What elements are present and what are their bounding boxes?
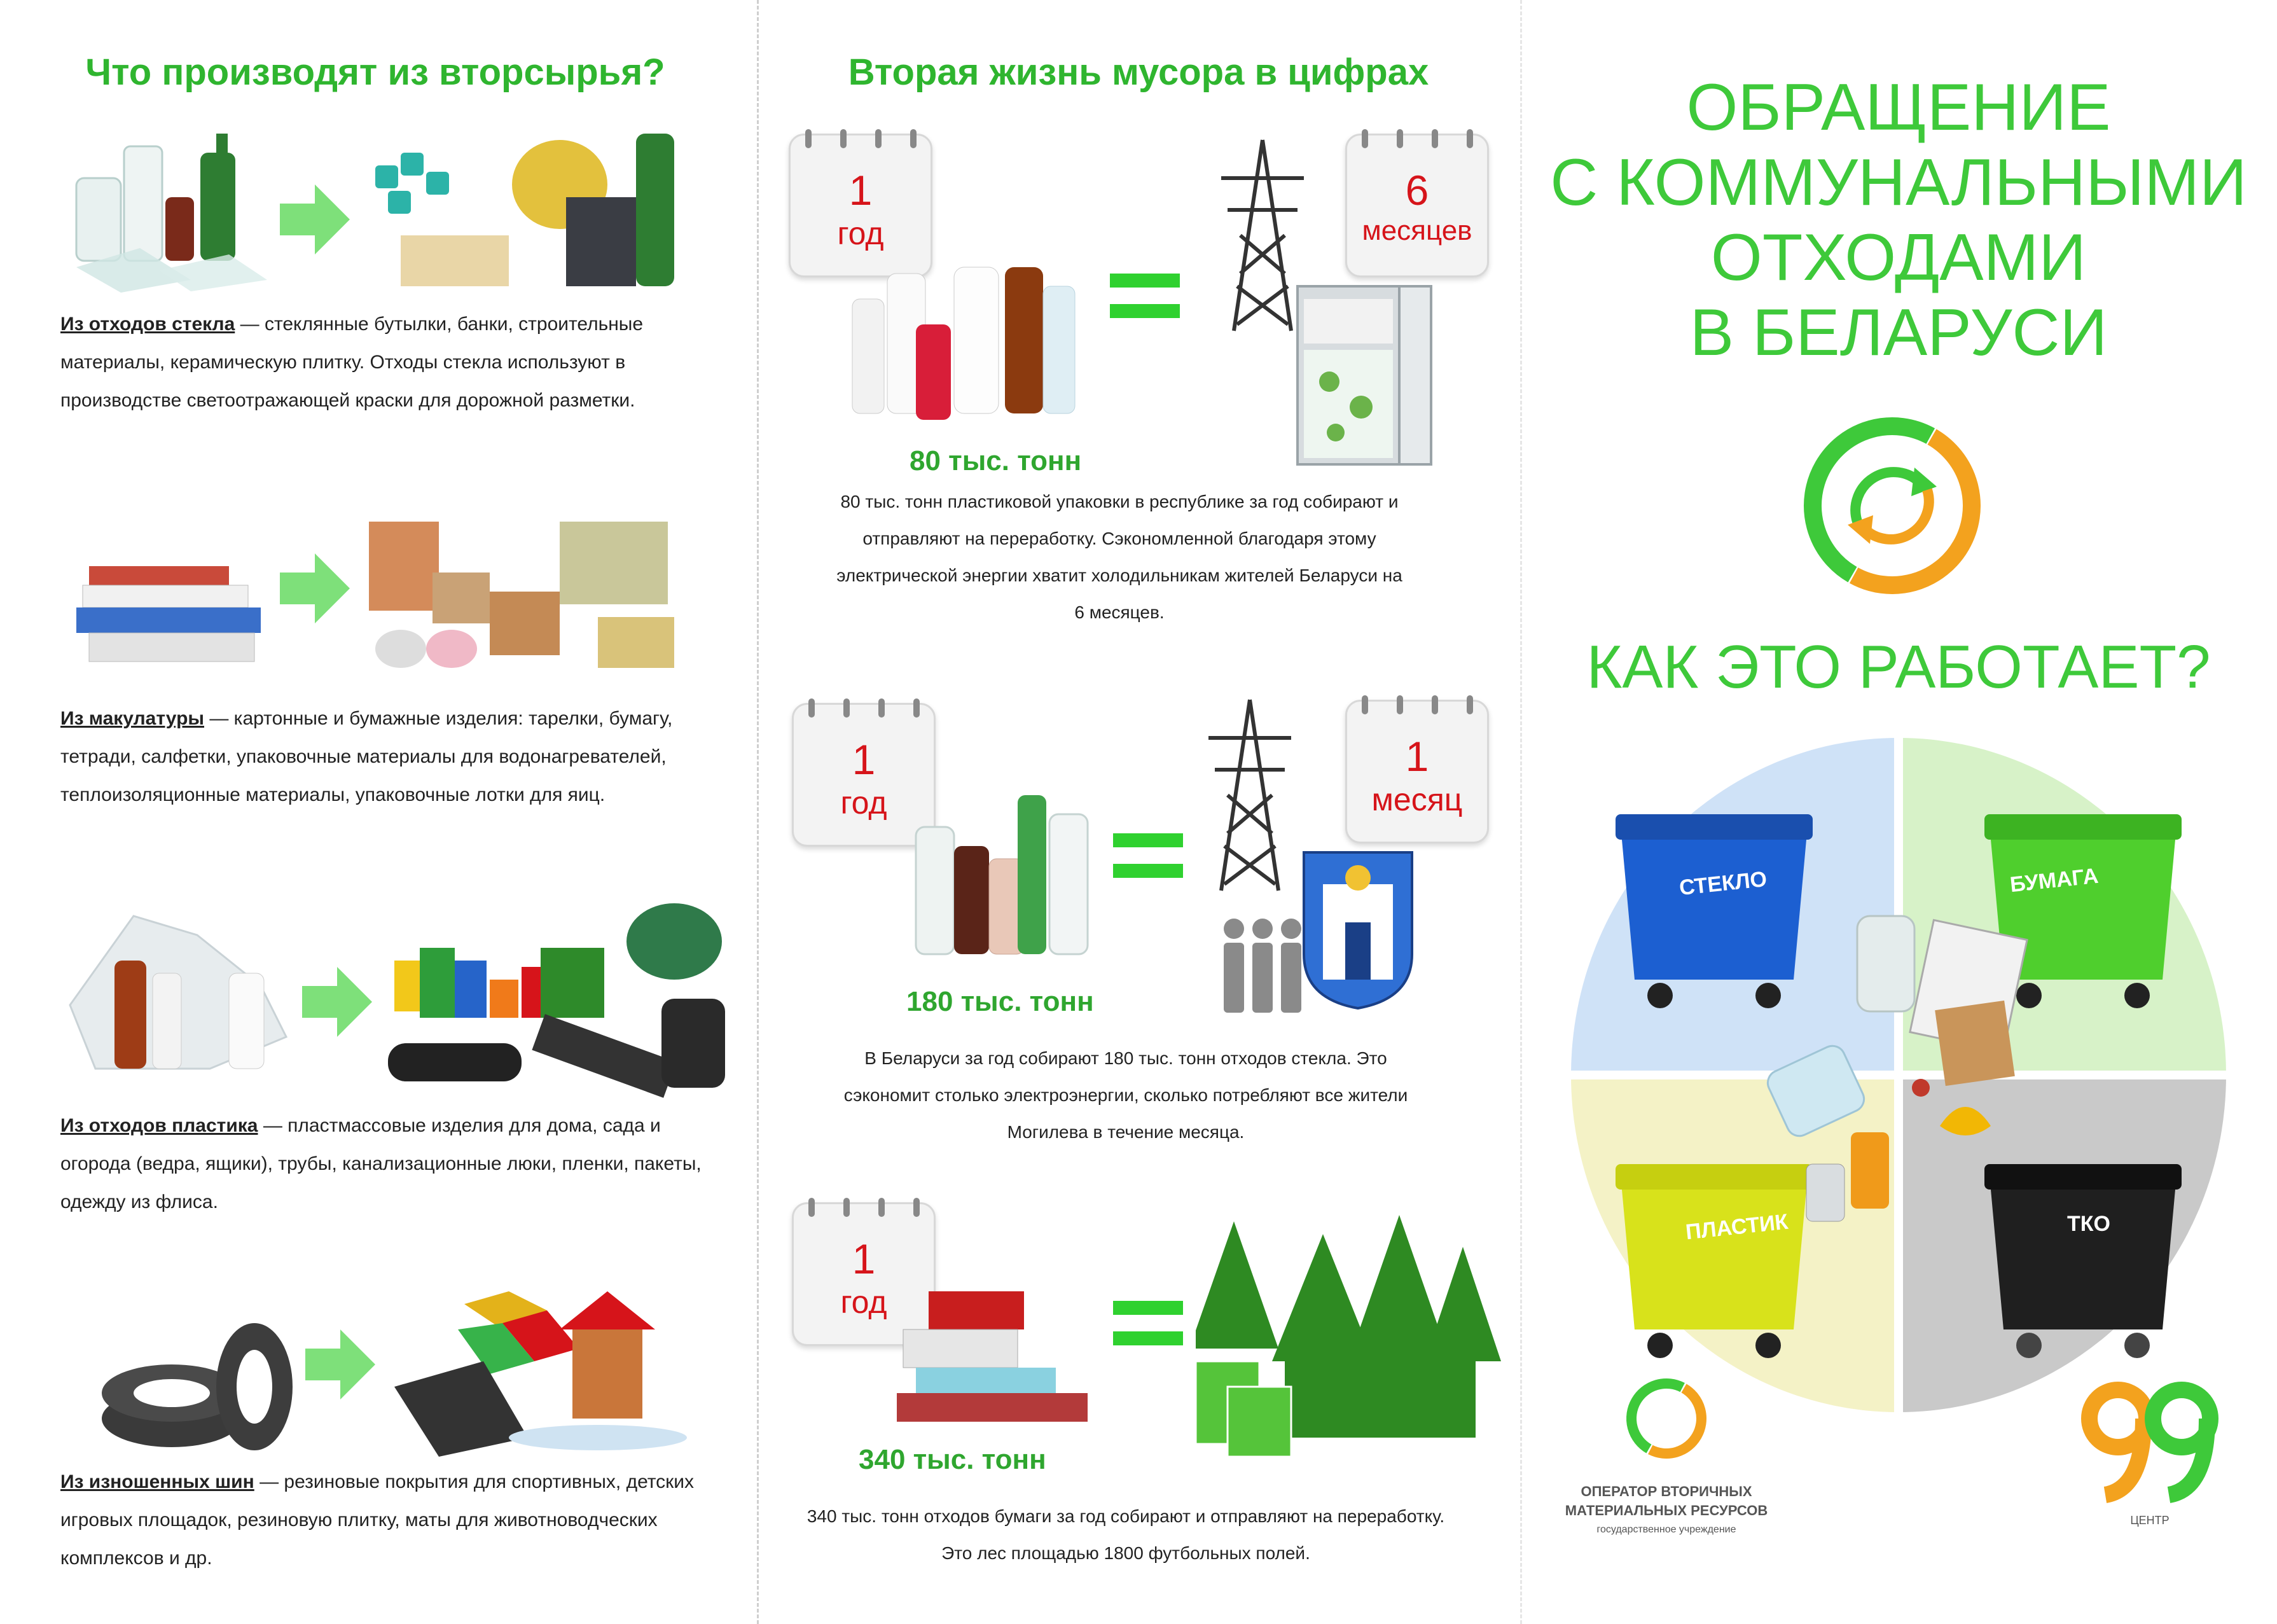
paper-boxes-image	[890, 1285, 1094, 1431]
block2-caption: В Беларуси за год собирают 180 тыс. тонн отходов стекла. Это сэкономит столько электроэнергии, сколько потребляют все жители Могилева в течение месяца.	[843, 1048, 1408, 1142]
equals-icon	[1110, 274, 1180, 318]
people-icon	[1215, 903, 1310, 1018]
mixed-waste-bin-label: ТКО	[2067, 1212, 2110, 1236]
waste-paper-image	[64, 515, 280, 674]
power-pylon-icon	[1202, 693, 1298, 897]
glass-bottles-image	[910, 776, 1094, 961]
calendar-unit: год	[837, 216, 884, 251]
plastic-lead: Из отходов пластика	[60, 1115, 258, 1136]
right-panel	[1520, 0, 2277, 1624]
waste-items-image	[1749, 891, 2067, 1272]
tons-figure: 340 тыс. тонн	[859, 1444, 1046, 1475]
glass-lead: Из отходов стекла	[60, 314, 235, 335]
main-title-line: В БЕЛАРУСИ	[1689, 296, 2108, 370]
forest-and-fields-image	[1196, 1196, 1501, 1463]
plastic-text: — пластмассовые изделия для дома, сада и огорода (ведра, ящики), трубы, канализационные люки, пленки, пакеты, одежду из флиса.	[60, 1115, 702, 1212]
plastic-bottles-image	[840, 254, 1081, 426]
paper-text: — картонные и бумажные изделия: тарелки, бумагу, тетради, салфетки, упаковочные материалы для водонагревателей, теплоизоляционные материалы, упаковочные лотки для яиц.	[60, 708, 673, 805]
left-panel-title: Что производят из вторсырья?	[85, 52, 665, 93]
tires-paragraph	[60, 1463, 716, 1578]
plastic-bin-label: ПЛАСТИК	[1684, 1209, 1790, 1245]
tons-figure: 180 тыс. тонн	[906, 986, 1094, 1017]
calendar-number: 1	[852, 736, 876, 783]
plastic-waste-image	[57, 878, 299, 1088]
operator-caption	[1546, 1482, 1787, 1539]
logo-99-icon	[2080, 1380, 2220, 1508]
plastic-paragraph	[60, 1107, 716, 1221]
recycle-logo-icon	[1800, 413, 1984, 598]
main-title-line: ОБРАЩЕНИЕ	[1686, 71, 2111, 144]
middle-panel	[757, 0, 1520, 1624]
calendar-number: 1	[1405, 733, 1429, 780]
calendar-number: 6	[1405, 167, 1429, 214]
calendar-number: 1	[848, 167, 873, 214]
glass-paragraph	[60, 305, 716, 420]
tires-lead: Из изношенных шин	[60, 1471, 254, 1492]
mogilev-coat-of-arms-icon	[1298, 846, 1418, 1011]
main-title-line: С КОММУНАЛЬНЫМИ	[1550, 146, 2247, 219]
equals-icon	[1113, 1301, 1183, 1345]
glass-jars-image	[64, 127, 280, 299]
block1-caption: 80 тыс. тонн пластиковой упаковки в республике за год собирают и отправляют на переработку. Сэкономленной благодаря этому электрической энергии хватит холодильникам жителей Беларуси на 6 месяцев.	[836, 492, 1402, 622]
paper-bin-label: БУМАГА	[2009, 863, 2100, 898]
calendar-unit: год	[840, 785, 887, 821]
calendar-unit: месяц	[1371, 782, 1463, 817]
tires-text: — резиновые покрытия для спортивных, детских игровых площадок, резиновую плитку, маты для животноводческих комплексов и др.	[60, 1471, 695, 1569]
paper-paragraph	[60, 700, 716, 814]
rubber-products-image	[382, 1279, 700, 1457]
main-title	[1546, 70, 2252, 370]
paper-products-image	[363, 509, 693, 681]
operator-logo-icon	[1622, 1374, 1711, 1463]
block3-caption: 340 тыс. тонн отходов бумаги за год собирают и отправляют на переработку. Это лес площадью 1800 футбольных полей.	[806, 1506, 1445, 1563]
main-title-line: ОТХОДАМИ	[1710, 221, 2087, 295]
fridge-image	[1291, 280, 1437, 471]
how-it-works-title: КАК ЭТО РАБОТАЕТ?	[1586, 633, 2211, 701]
calendar-number: 1	[852, 1235, 876, 1282]
logo-99-caption: ЦЕНТР	[2130, 1514, 2170, 1527]
glass-bin-label: СТЕКЛО	[1678, 866, 1768, 901]
glass-text: — стеклянные бутылки, банки, строительные материалы, керамическую плитку. Отходы стекла используют в производстве светоотражающей краски для дорожной разметки.	[60, 314, 644, 411]
operator-line: государственное учреждение	[1596, 1524, 1736, 1535]
tons-figure: 80 тыс. тонн	[910, 445, 1082, 476]
glass-products-image	[363, 127, 693, 299]
paper-lead: Из макулатуры	[60, 708, 205, 729]
middle-panel-title: Вторая жизнь мусора в цифрах	[848, 52, 1429, 93]
operator-line: ОПЕРАТОР ВТОРИЧНЫХ	[1581, 1483, 1752, 1499]
left-panel	[0, 0, 757, 1624]
operator-line: МАТЕРИАЛЬНЫХ РЕСУРСОВ	[1565, 1503, 1768, 1518]
plastic-products-image	[382, 891, 738, 1100]
equals-icon	[1113, 833, 1183, 878]
calendar-unit: месяцев	[1362, 215, 1472, 246]
old-tires-image	[95, 1310, 305, 1457]
calendar-icon	[1345, 700, 1489, 843]
calendar-unit: год	[840, 1284, 887, 1320]
calendar-icon	[1345, 134, 1489, 277]
